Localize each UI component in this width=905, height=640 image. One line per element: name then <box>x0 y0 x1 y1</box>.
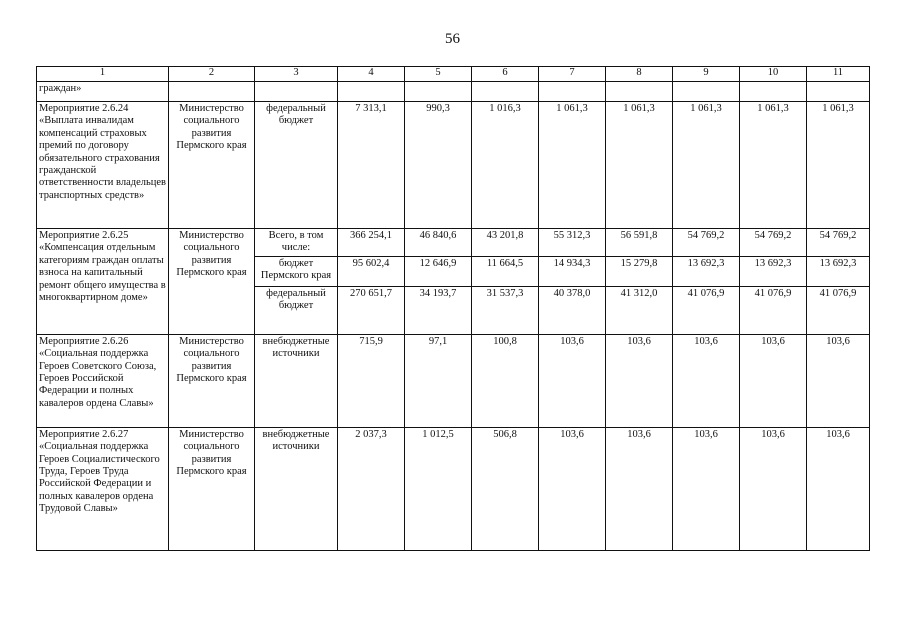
column-number-cell: 2 <box>169 67 255 82</box>
amount-cell: 366 254,1 <box>338 229 405 257</box>
empty-cell <box>169 82 255 102</box>
amount-cell: 270 651,7 <box>338 286 405 334</box>
executor-cell: Министерство социального развития Пермского края <box>169 427 255 550</box>
funding-source-cell: Всего, в том числе: <box>255 229 338 257</box>
column-number-cell: 3 <box>255 67 338 82</box>
amount-cell: 14 934,3 <box>539 256 606 286</box>
activity-name-cell: Мероприятие 2.6.24 «Выплата инвалидам компенсаций страховых премий по договору обязательного страхования гражданской ответственности владельцев транспортных средств» <box>37 102 169 229</box>
empty-cell <box>807 82 870 102</box>
amount-cell: 103,6 <box>606 334 673 427</box>
amount-cell: 715,9 <box>338 334 405 427</box>
amount-cell: 1 061,3 <box>606 102 673 229</box>
empty-cell <box>740 82 807 102</box>
amount-cell: 1 061,3 <box>740 102 807 229</box>
amount-cell: 46 840,6 <box>405 229 472 257</box>
table-body <box>37 67 870 551</box>
amount-cell: 103,6 <box>539 334 606 427</box>
column-number-row <box>37 67 870 82</box>
activity-name-cell: Мероприятие 2.6.27 «Социальная поддержка Героев Социалистического Труда, Героев Труда Российской Федерации и полных кавалеров ордена Трудовой Славы» <box>37 427 169 550</box>
amount-cell: 95 602,4 <box>338 256 405 286</box>
empty-cell <box>405 82 472 102</box>
empty-cell <box>255 82 338 102</box>
funding-source-cell: федеральный бюджет <box>255 286 338 334</box>
amount-cell: 103,6 <box>539 427 606 550</box>
activity-name-cell: Мероприятие 2.6.26 «Социальная поддержка Героев Советского Союза, Героев Российской Федерации и полных кавалеров ордена Славы» <box>37 334 169 427</box>
amount-cell: 54 769,2 <box>740 229 807 257</box>
amount-cell: 15 279,8 <box>606 256 673 286</box>
amount-cell: 55 312,3 <box>539 229 606 257</box>
amount-cell: 506,8 <box>472 427 539 550</box>
table-row <box>37 229 870 257</box>
amount-cell: 97,1 <box>405 334 472 427</box>
amount-cell: 41 312,0 <box>606 286 673 334</box>
amount-cell: 41 076,9 <box>673 286 740 334</box>
activity-name-cell: Мероприятие 2.6.25 «Компенсация отдельным категориям граждан оплаты взноса на капитальный ремонт общего имущества в многоквартирном доме» <box>37 229 169 335</box>
amount-cell: 1 061,3 <box>539 102 606 229</box>
amount-cell: 13 692,3 <box>807 256 870 286</box>
amount-cell: 103,6 <box>673 427 740 550</box>
table-row <box>37 102 870 229</box>
amount-cell: 103,6 <box>807 427 870 550</box>
amount-cell: 103,6 <box>606 427 673 550</box>
amount-cell: 13 692,3 <box>740 256 807 286</box>
empty-cell <box>338 82 405 102</box>
amount-cell: 34 193,7 <box>405 286 472 334</box>
amount-cell: 40 378,0 <box>539 286 606 334</box>
amount-cell: 12 646,9 <box>405 256 472 286</box>
empty-cell <box>472 82 539 102</box>
amount-cell: 7 313,1 <box>338 102 405 229</box>
amount-cell: 103,6 <box>673 334 740 427</box>
amount-cell: 990,3 <box>405 102 472 229</box>
page-number: 56 <box>445 31 460 47</box>
amount-cell: 1 016,3 <box>472 102 539 229</box>
continuation-row <box>37 82 870 102</box>
amount-cell: 31 537,3 <box>472 286 539 334</box>
amount-cell: 41 076,9 <box>740 286 807 334</box>
executor-cell: Министерство социального развития Пермского края <box>169 229 255 335</box>
column-number-cell: 11 <box>807 67 870 82</box>
empty-cell <box>673 82 740 102</box>
amount-cell: 1 061,3 <box>807 102 870 229</box>
column-number-cell: 6 <box>472 67 539 82</box>
executor-cell: Министерство социального развития Пермского края <box>169 334 255 427</box>
amount-cell: 103,6 <box>740 334 807 427</box>
funding-source-cell: бюджет Пермского края <box>255 256 338 286</box>
column-number-cell: 5 <box>405 67 472 82</box>
budget-table <box>36 66 870 551</box>
amount-cell: 1 061,3 <box>673 102 740 229</box>
column-number-cell: 9 <box>673 67 740 82</box>
funding-source-cell: федеральный бюджет <box>255 102 338 229</box>
amount-cell: 54 769,2 <box>807 229 870 257</box>
empty-cell <box>606 82 673 102</box>
funding-source-cell: внебюджетные источники <box>255 427 338 550</box>
column-number-cell: 10 <box>740 67 807 82</box>
amount-cell: 41 076,9 <box>807 286 870 334</box>
table-row <box>37 334 870 427</box>
amount-cell: 43 201,8 <box>472 229 539 257</box>
column-number-cell: 4 <box>338 67 405 82</box>
continuation-cell: граждан» <box>37 82 169 102</box>
column-number-cell: 8 <box>606 67 673 82</box>
amount-cell: 2 037,3 <box>338 427 405 550</box>
funding-source-cell: внебюджетные источники <box>255 334 338 427</box>
amount-cell: 13 692,3 <box>673 256 740 286</box>
column-number-cell: 1 <box>37 67 169 82</box>
amount-cell: 56 591,8 <box>606 229 673 257</box>
amount-cell: 11 664,5 <box>472 256 539 286</box>
empty-cell <box>539 82 606 102</box>
amount-cell: 54 769,2 <box>673 229 740 257</box>
amount-cell: 1 012,5 <box>405 427 472 550</box>
column-number-cell: 7 <box>539 67 606 82</box>
amount-cell: 100,8 <box>472 334 539 427</box>
amount-cell: 103,6 <box>807 334 870 427</box>
amount-cell: 103,6 <box>740 427 807 550</box>
executor-cell: Министерство социального развития Пермского края <box>169 102 255 229</box>
table-row <box>37 427 870 550</box>
